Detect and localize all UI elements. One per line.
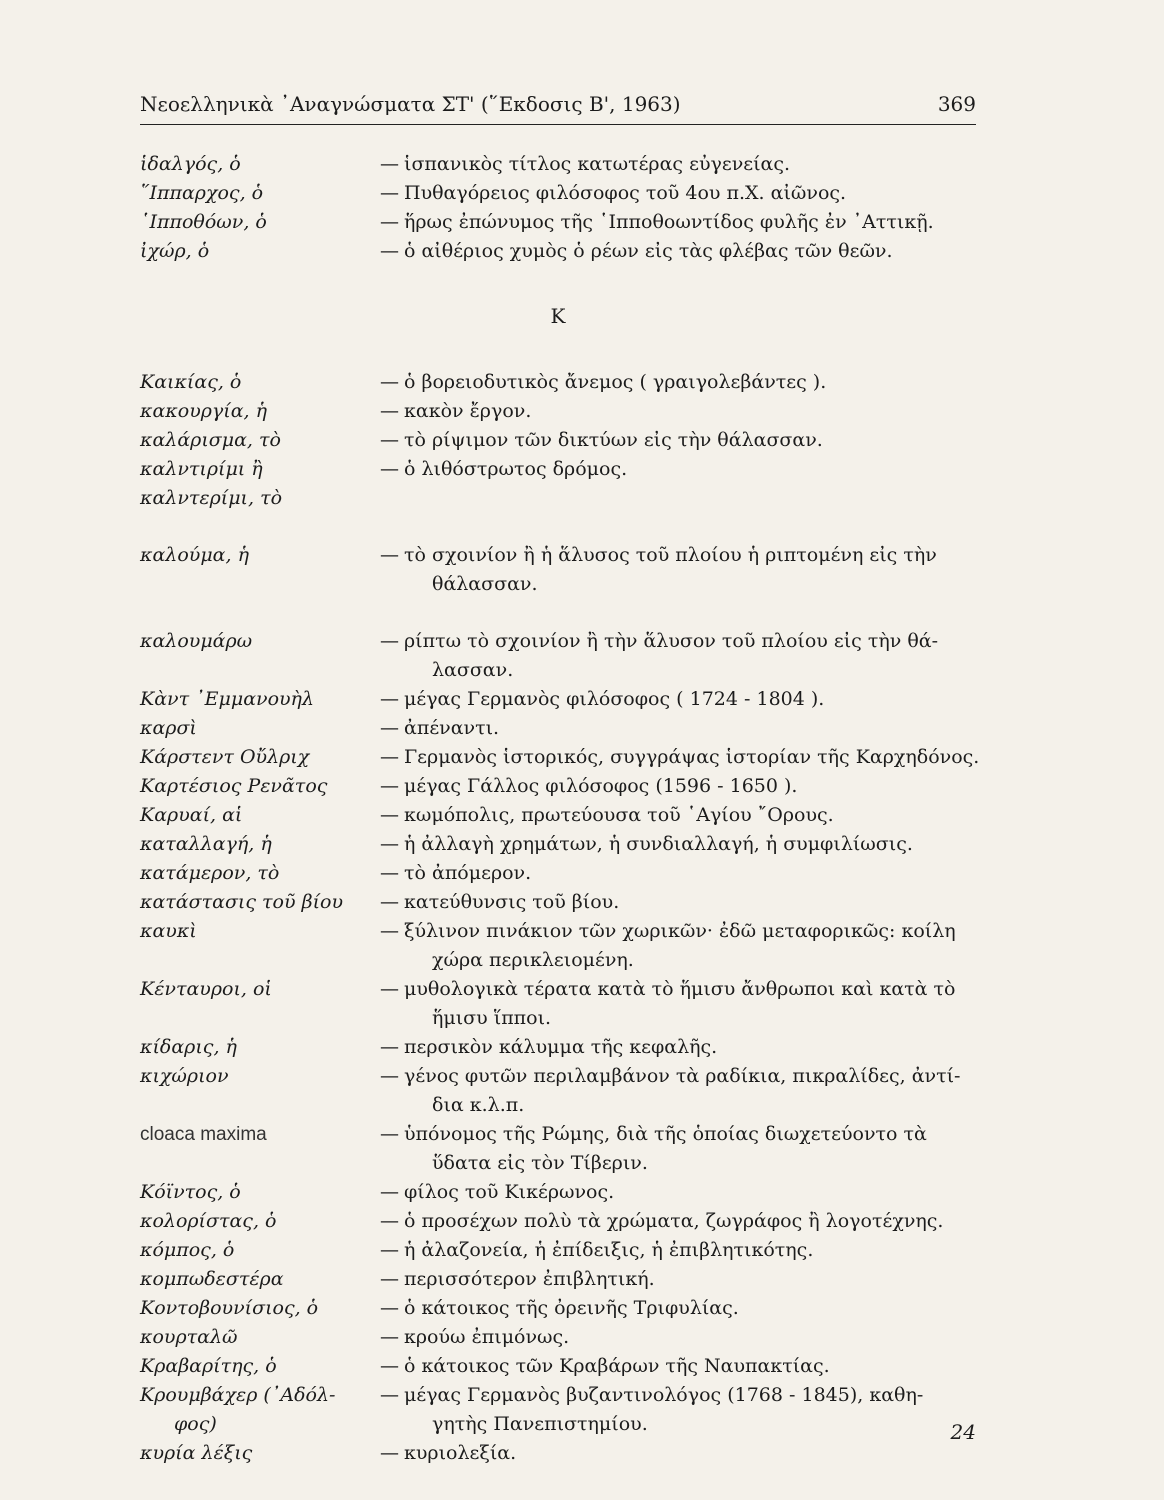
term-text: Καρτέσιος Ρενᾶτος [140,775,328,797]
entry-term [140,208,380,237]
entry-definition [404,150,980,179]
term-text: Καικίας, ὁ [140,371,242,393]
entry-definition [404,1439,980,1468]
entry-definition [404,917,980,975]
term-text: κολορίστας, ὁ [140,1210,277,1232]
term-text: Κένταυροι, οἱ [140,978,272,1000]
term-text: καυκὶ [140,920,197,942]
glossary-entry [140,1439,980,1468]
glossary-entry [140,714,980,743]
glossary-entry [140,397,980,426]
glossary-entry [140,1323,980,1352]
entry-term [140,1294,380,1323]
entry-dash: — [380,920,399,942]
glossary-entry [140,1236,980,1265]
entry-term [140,772,380,801]
entry-definition [404,627,980,685]
entry-definition [404,1178,980,1207]
glossary-entry [140,455,980,484]
glossary-entry [140,1381,980,1439]
glossary-entry [140,484,980,513]
definition-text: ὁ βορειοδυτικὸς ἄνεμος ( γραιγολεβάντες ). [404,371,827,393]
entry-definition [404,714,980,743]
glossary-entry [140,1033,980,1062]
entry-definition [404,1207,980,1236]
glossary-entry [140,975,980,1033]
entry-dash: — [380,1239,399,1261]
definition-text: ἀπέναντι. [404,717,500,739]
definition-text: φίλος τοῦ Κικέρωνος. [404,1181,615,1203]
entry-definition [404,685,980,714]
entry-term [140,830,380,859]
entry-dash: — [380,182,399,204]
glossary-entry [140,888,980,917]
entry-term [140,1178,380,1207]
glossary [140,150,980,1468]
entry-term [140,714,380,743]
entry-term [140,888,380,917]
definition-text: κυριολεξία. [404,1442,517,1464]
term-text: ἱδαλγός, ὁ [140,153,241,175]
entry-definition [404,1236,980,1265]
entry-dash: — [380,630,399,652]
entry-dash: — [380,978,399,1000]
term-text: Κὰντ ᾿Εμμανουὴλ [140,688,314,710]
term-text: κίδαρις, ἡ [140,1036,237,1058]
entry-term [140,1033,380,1062]
term-text: κατάμερον, τὸ [140,862,280,884]
term-text: κουρταλῶ [140,1326,238,1348]
entry-definition [404,179,980,208]
definition-text: μέγας Γάλλος φιλόσοφος (1596 - 1650 ). [404,775,798,797]
entry-definition [404,237,980,266]
entry-definition [404,1323,980,1352]
entry-definition [404,1381,980,1439]
term-text: cloaca maxima [140,1124,267,1145]
glossary-entry [140,179,980,208]
entry-definition [404,426,980,455]
definition-text: μυθολογικὰ τέρατα κατὰ τὸ ἥμισυ ἄνθρωποι καὶ κατὰ τὸ [404,978,956,1000]
entry-dash: — [380,775,399,797]
glossary-entry [140,830,980,859]
glossary-entry [140,1178,980,1207]
definition-text-continued: γητὴς Πανεπιστημίου. [432,1413,648,1435]
definition-text-continued: θάλασσαν. [432,573,538,595]
entry-term [140,368,380,397]
definition-text-continued: ἥμισυ ἵπποι. [432,1007,552,1029]
term-text: κομπωδεστέρα [140,1268,284,1290]
entry-term [140,859,380,888]
definition-text: κακὸν ἔργον. [404,400,532,422]
glossary-entry [140,541,980,599]
term-text: καλντερίμι, τὸ [140,487,283,509]
entry-dash: — [380,804,399,826]
glossary-entry [140,917,980,975]
entry-term [140,1236,380,1265]
entry-dash: — [380,458,399,480]
glossary-entry [140,801,980,830]
entry-dash: — [380,240,399,262]
entry-definition [404,830,980,859]
definition-text: κωμόπολις, πρωτεύουσα τοῦ ῾Αγίου ῎Ορους. [404,804,834,826]
entry-term [140,426,380,455]
entry-term [140,1120,380,1178]
entry-definition [404,484,980,513]
definition-text: Πυθαγόρειος φιλόσοφος τοῦ 4ου π.Χ. αἰῶνος. [404,182,847,204]
definition-text: περισσότερον ἐπιβλητική. [404,1268,655,1290]
signature-number: 24 [950,1420,976,1444]
glossary-entry [140,237,980,266]
term-text: κυρία λέξις [140,1442,253,1464]
entry-definition [404,859,980,888]
definition-text: τὸ σχοινίον ἢ ἡ ἅλυσος τοῦ πλοίου ἡ ριπτομένη εἰς τὴν [404,544,937,566]
entry-term [140,975,380,1033]
page-header [140,92,976,116]
entry-term [140,1439,380,1468]
definition-text: κρούω ἐπιμόνως. [404,1326,570,1348]
entry-dash: — [380,891,399,913]
term-text: καρσὶ [140,717,197,739]
definition-text: τὸ ρίψιμον τῶν δικτύων εἰς τὴν θάλασσαν. [404,429,823,451]
running-title: Νεοελληνικὰ ᾿Αναγνώσματα ΣΤ' (῞Εκδοσις Β', 1963) [140,92,681,116]
entry-dash: — [380,833,399,855]
definition-text: ὁ λιθόστρωτος δρόμος. [404,458,628,480]
entry-dash: — [380,1355,399,1377]
term-text-continued: φος) [174,1413,217,1435]
entry-term [140,685,380,714]
entry-term [140,541,380,599]
header-rule [140,124,976,125]
entry-dash: — [380,1065,399,1087]
term-text: Κοντοβουνίσιος, ὁ [140,1297,319,1319]
entry-dash: — [380,862,399,884]
entry-definition [404,743,980,772]
term-text: ἰχώρ, ὁ [140,240,210,262]
entry-definition [404,888,980,917]
entry-dash: — [380,746,399,768]
entry-dash: — [380,544,399,566]
entry-term [140,627,380,685]
term-text: ῞Ιππαρχος, ὁ [140,182,264,204]
definition-text: ἥρως ἐπώνυμος τῆς ῾Ιπποθοωντίδος φυλῆς ἐν ᾿Αττικῇ. [404,211,934,233]
entry-definition [404,541,980,599]
glossary-entry [140,627,980,685]
definition-text: ἡ ἀλαζονεία, ἡ ἐπίδειξις, ἡ ἐπιβλητικότης. [404,1239,814,1261]
entry-term [140,1265,380,1294]
glossary-group-1 [140,150,980,266]
entry-definition [404,368,980,397]
glossary-group-2 [140,368,980,1468]
entry-definition [404,455,980,484]
entry-definition [404,1352,980,1381]
term-text: Κόϊντος, ὁ [140,1181,241,1203]
entry-dash: — [380,1123,399,1145]
entry-term [140,150,380,179]
term-text: ῾Ιπποθόων, ὁ [140,211,267,233]
entry-definition [404,801,980,830]
section-letter: Κ [550,304,566,328]
entry-dash: — [380,1210,399,1232]
term-text: κακουργία, ἡ [140,400,268,422]
term-text: Κρουμβάχερ (᾿Αδόλ- [140,1384,336,1406]
entry-dash: — [380,153,399,175]
definition-text-continued: δια κ.λ.π. [432,1094,525,1116]
entry-term [140,1207,380,1236]
glossary-entry [140,1062,980,1120]
entry-dash: — [380,371,399,393]
entry-dash: — [380,1036,399,1058]
entry-definition [404,397,980,426]
glossary-entry [140,1265,980,1294]
entry-term [140,179,380,208]
entry-dash: — [380,1268,399,1290]
definition-text: κατεύθυνσις τοῦ βίου. [404,891,620,913]
term-text: Κάρστεντ Οὔλριχ [140,746,310,768]
definition-text: Γερμανὸς ἱστορικός, συγγράψας ἱστορίαν τῆς Καρχηδόνος. [404,746,980,768]
definition-text: ἱσπανικὸς τίτλος κατωτέρας εὐγενείας. [404,153,791,175]
entry-definition [404,1265,980,1294]
entry-term [140,1381,380,1439]
entry-dash: — [380,1297,399,1319]
entry-term [140,397,380,426]
definition-text: ὁ αἰθέριος χυμὸς ὁ ρέων εἰς τὰς φλέβας τῶν θεῶν. [404,240,893,262]
entry-dash: — [380,1384,399,1406]
definition-text: ὑπόνομος τῆς Ρώμης, διὰ τῆς ὁποίας διωχετεύοντο τὰ [404,1123,927,1145]
term-text: καλούμα, ἡ [140,544,249,566]
glossary-entry [140,743,980,772]
term-text: Καρυαί, αἱ [140,804,243,826]
entry-dash: — [380,688,399,710]
glossary-entry [140,1207,980,1236]
definition-text: ξύλινον πινάκιον τῶν χωρικῶν· ἐδῶ μεταφορικῶς: κοίλη [404,920,956,942]
entry-term [140,1062,380,1120]
term-text: καταλλαγή, ἡ [140,833,272,855]
definition-text: ρίπτω τὸ σχοινίον ἢ τὴν ἅλυσον τοῦ πλοίου εἰς τὴν θά- [404,630,939,652]
term-text: κόμπος, ὁ [140,1239,235,1261]
entry-dash: — [380,1326,399,1348]
entry-definition [404,975,980,1033]
entry-dash: — [380,717,399,739]
glossary-entry [140,1352,980,1381]
entry-term [140,455,380,484]
entry-term [140,801,380,830]
definition-text: γένος φυτῶν περιλαμβάνον τὰ ραδίκια, πικραλίδες, ἀντί- [404,1065,961,1087]
entry-term [140,237,380,266]
definition-text-continued: ὕδατα εἰς τὸν Τίβεριν. [432,1152,648,1174]
glossary-entry [140,1120,980,1178]
definition-text: ὁ κάτοικος τῶν Κραβάρων τῆς Ναυπακτίας. [404,1355,830,1377]
entry-definition [404,208,980,237]
glossary-entry [140,426,980,455]
page-number: 369 [937,92,976,116]
definition-text: ἡ ἀλλαγὴ χρημάτων, ἡ συνδιαλλαγή, ἡ συμφιλίωσις. [404,833,913,855]
entry-definition [404,1120,980,1178]
entry-dash [380,484,404,513]
definition-text-continued: λασσαν. [432,659,514,681]
definition-text: μέγας Γερμανὸς φιλόσοφος ( 1724 - 1804 ). [404,688,825,710]
definition-text: τὸ ἀπόμερον. [404,862,532,884]
term-text: καλουμάρω [140,630,253,652]
definition-text: ὁ κάτοικος τῆς ὀρεινῆς Τριφυλίας. [404,1297,739,1319]
entry-definition [404,1033,980,1062]
term-text: κιχώριον [140,1065,229,1087]
glossary-entry [140,208,980,237]
entry-dash: — [380,429,399,451]
entry-dash: — [380,400,399,422]
glossary-entry [140,1294,980,1323]
glossary-entry [140,368,980,397]
definition-text: μέγας Γερμανὸς βυζαντινολόγος (1768 - 1845), καθη- [404,1384,924,1406]
definition-text: ὁ προσέχων πολὺ τὰ χρώματα, ζωγράφος ἢ λογοτέχνης. [404,1210,944,1232]
entry-definition [404,1062,980,1120]
definition-text: περσικὸν κάλυμμα τῆς κεφαλῆς. [404,1036,718,1058]
entry-definition [404,772,980,801]
term-text: κατάστασις τοῦ βίου [140,891,344,913]
glossary-entry [140,859,980,888]
entry-term [140,917,380,975]
term-text: καλντιρίμι ἢ [140,458,263,480]
term-text: Κραβαρίτης, ὁ [140,1355,277,1377]
entry-definition [404,1294,980,1323]
definition-text-continued: χώρα περικλειομένη. [432,949,634,971]
glossary-entry [140,150,980,179]
entry-term [140,484,380,513]
glossary-entry [140,772,980,801]
entry-term [140,743,380,772]
entry-dash: — [380,211,399,233]
term-text: καλάρισμα, τὸ [140,429,281,451]
entry-dash: — [380,1181,399,1203]
entry-term [140,1323,380,1352]
entry-dash: — [380,1442,399,1464]
entry-term [140,1352,380,1381]
glossary-entry [140,685,980,714]
